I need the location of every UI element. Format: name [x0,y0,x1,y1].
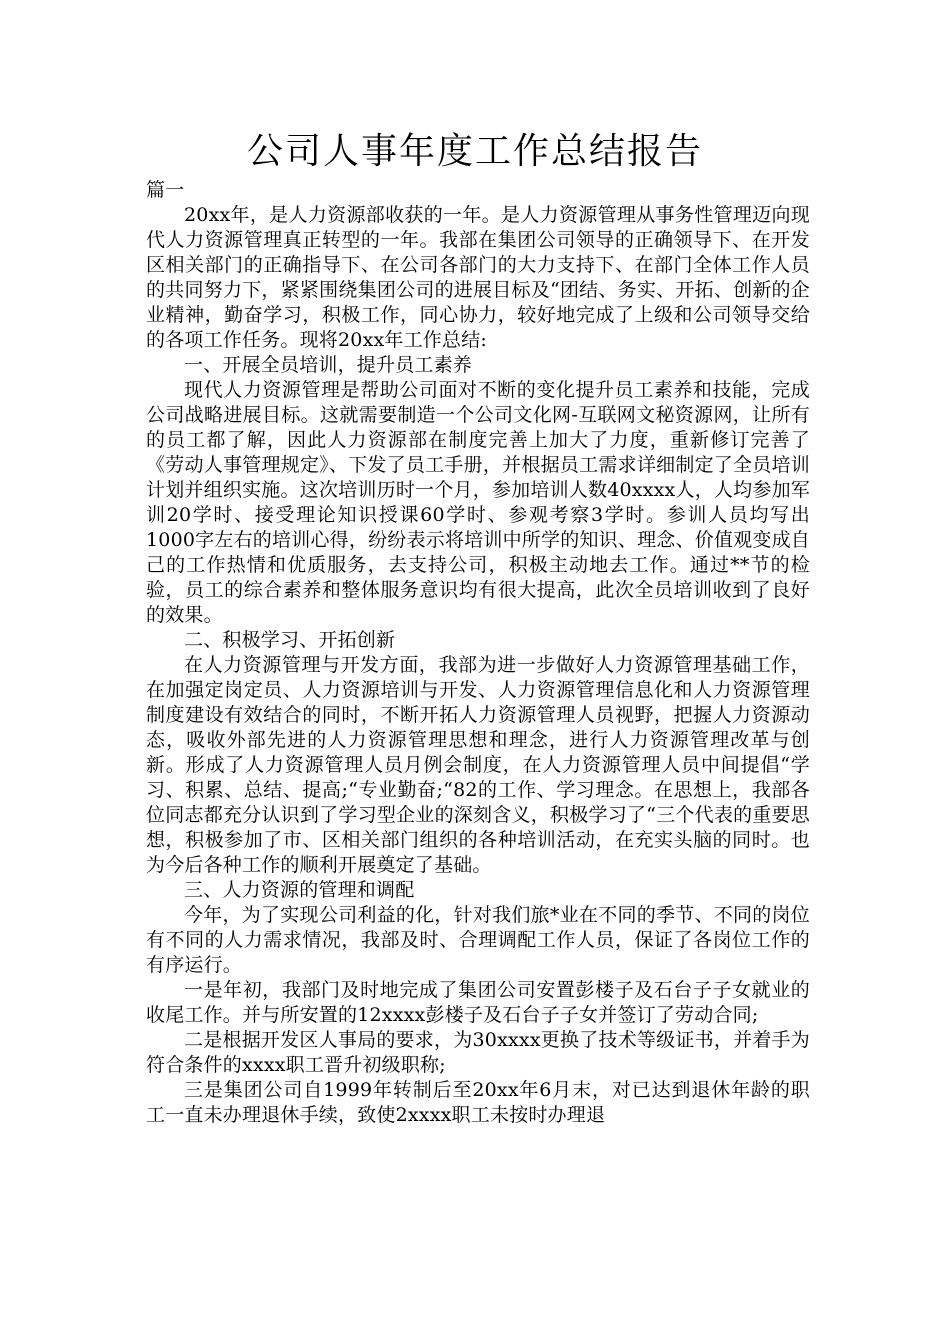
paragraph-training: 现代人力资源管理是帮助公司面对不断的变化提升员工素养和技能，完成公司战略进展目标。这就需要制造一个公司文化网-互联网文秘资源网，让所有的员工都了解，因此人力资源部在制度完善上加大了力度，重新修订完善了《劳动人事管理规定》、下发了员工手册，并根据员工需求详细制定了全员培训计划并组织实施。这次培训历时一个月，参加培训人数40xxxx人，人均参加军训20学时、接受理论知识授课60学时、参观考察3学时。参训人员均写出1000字左右的培训心得，纷纷表示将培训中所学的知识、理念、价值观变成自己的工作热情和优质服务，去支持公司，积极主动地去工作。通过**节的检验，员工的综合素养和整体服务意识均有很大提高，此次全员培训收到了良好的效果。 [146,379,810,626]
paragraph-learning: 在人力资源管理与开发方面，我部为进一步做好人力资源管理基础工作，在加强定岗定员、人力资源培训与开发、人力资源管理信息化和人力资源管理制度建设有效结合的同时，不断开拓人力资源管理人员视野，把握人力资源动态，吸收外部先进的人力资源管理思想和理念，进行人力资源管理改革与创新。形成了人力资源管理人员月例会制度，在人力资源管理人员中间提倡“学习、积累、总结、提高;“专业勤奋;“82的工作、学习理念。在思想上，我部各位同志都充分认识到了学习型企业的深刻含义，积极学习了“三个代表的重要思想，积极参加了市、区相关部门组织的各种培训活动，在充实头脑的同时。也为今后各种工作的顺利开展奠定了基础。 [146,654,810,876]
section-label: 篇一 [146,179,185,201]
document-title: 公司人事年度工作总结报告 [246,131,703,172]
paragraph-item-two: 二是根据开发区人事局的要求，为30xxxx更换了技术等级证书，并着手为符合条件的xxxx职工晋升初级职称; [146,1029,810,1076]
paragraph-intro: 20xx年，是人力资源部收获的一年。是人力资源管理从事务性管理迈向现代人力资源管理真正转型的一年。我部在集团公司领导的正确领导下、在开发区相关部门的正确指导下、在公司各部门的大力支持下、在部门全体工作人员的共同努力下，紧紧围绕集团公司的进展目标及“团结、务实、开拓、创新的企业精神，勤奋学习，积极工作，同心协力，较好地完成了上级和公司领导交给的各项工作任务。现将20xx年工作总结: [146,204,810,351]
paragraph-item-three: 三是集团公司自1999年转制后至20xx年6月末，对已达到退休年龄的职工一直未办理退休手续，致使2xxxx职工未按时办理退 [146,1079,810,1126]
paragraph-allocation: 今年，为了实现公司利益的化，针对我们旅*业在不同的季节、不同的岗位有不同的人力需求情况，我部及时、合理调配工作人员，保证了各岗位工作的有序运行。 [146,904,810,976]
heading-allocation: 三、人力资源的管理和调配 [184,879,415,901]
heading-training: 一、开展全员培训，提升员工素养 [184,354,473,376]
document-body [146,178,810,1128]
paragraph-item-one: 一是年初，我部门及时地完成了集团公司安置彭楼子及石台子子女就业的收尾工作。并与所安置的12xxxx彭楼子及石台子子女并签订了劳动合同; [146,979,810,1026]
heading-learning: 二、积极学习、开拓创新 [184,629,396,651]
